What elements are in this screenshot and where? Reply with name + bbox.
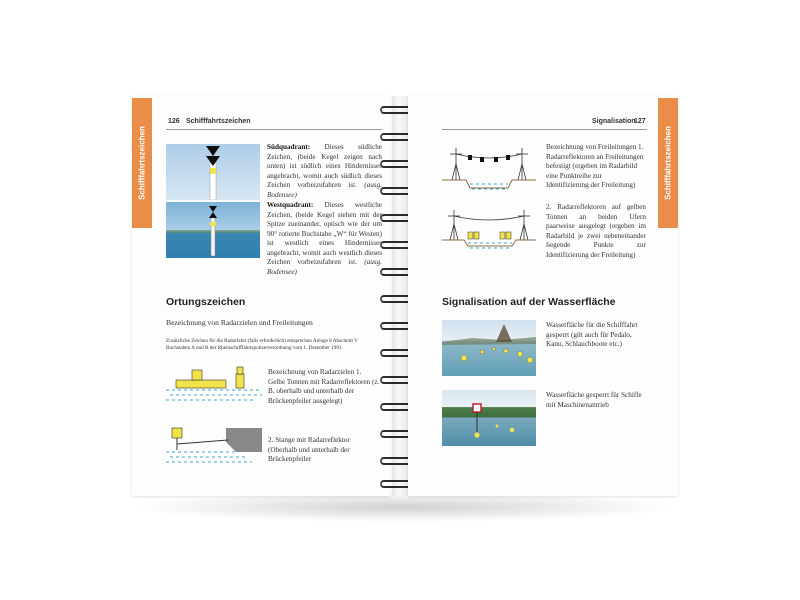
westquadrant-text: Westquadrant: Dieses westliche Zeichen, (beide Kegel stehen mit der Spitze zueinander, optisch wie der um 90° rotierte Buchstabe „W“ für Westen) ist westlich eines Hindernisses angebracht, womit auch westlich dieses Zeichen vorbeizufahren ist. (ausg. Bodensee) <box>267 201 382 276</box>
right-page-number: 127 <box>634 118 646 125</box>
left-page-number: 126 <box>168 118 180 125</box>
radarziele-item-1: Bezeichnung von Radarzielen 1. Gelbe Tonnen mit Radarreflektoren (z. B. oberhalb und unterhalb der Brückenpfeiler ausgelegt) <box>268 368 380 405</box>
sperrung-caption-2: Wasserfläche gesperrt für Schiffe mit Maschinenantrieb <box>546 391 642 409</box>
right-header-rule <box>442 129 647 130</box>
freileitung-reflector-diagram <box>442 144 536 194</box>
south-cardinal-marker-image <box>166 144 260 200</box>
radar-small-print: Zusätzliche Zeichen für die Radarfahrt (falls erforderlich) entsprechen Anlage 8 Abschnitt V Buchstaben A und B der Rheinschifffahrtspolizeiverordnung vom 1. Dezember 1993 <box>166 338 358 351</box>
right-running-head: Signalisation <box>592 118 636 125</box>
signalisation-heading: Signalisation auf der Wasserfläche <box>442 296 616 308</box>
sperrung-photo-1 <box>442 320 536 376</box>
left-running-head: Schifffahrtszeichen <box>186 118 251 125</box>
sperrung-caption-1: Wasserfläche für die Schifffahrt gesperrt (gilt auch für Pedalo, Kanu, Schlauchboote etc.) <box>546 321 638 348</box>
freileitungen-text-2: 2. Radarreflektoren auf gelben Tonnen an beiden Ufern paarweise ausgelegt (ergeben im Radarbild je zwei nebeneinander liegende Punkte zur Identifizierung der Freileitung) <box>546 203 646 259</box>
west-cardinal-marker-image <box>166 202 260 258</box>
suedquadrant-text: Südquadrant: Dieses südliche Zeichen, (beide Kegel zeigen nach unten) ist südlich eines Hindernisses angebracht, womit auch südlich dieses Zeichen vorbeizufahren ist. (ausg. Bodensee) <box>267 143 382 199</box>
right-side-tab: Schifffahrtszeichen <box>658 98 678 228</box>
radar-pole-diagram <box>166 424 262 468</box>
sperrung-photo-2 <box>442 390 536 446</box>
lake-buoy-line-image <box>442 320 536 376</box>
westquadrant-photo <box>166 202 260 258</box>
ortungszeichen-heading: Ortungszeichen <box>166 296 246 308</box>
left-header-rule <box>166 129 382 130</box>
radar-buoy-diagram <box>166 364 262 404</box>
freileitung-buoy-diagram <box>442 206 536 252</box>
lake-motor-prohibition-sign-image <box>442 390 536 446</box>
left-side-tab: Schifffahrtszeichen <box>132 98 152 228</box>
radarziele-item-2: 2. Stange mit Radarreflektor (Oberhalb und unterhalb der Brückenpfeiler <box>268 436 350 463</box>
radarziele-subheading: Bezeichnung von Radarzielen und Freileitungen <box>166 318 313 327</box>
freileitungen-text-1: Bezeichnung von Freileitungen 1. Radarreflektoren an Freileitungen befestigt (ergeben im Radarbild eine Punktreihe zur Identifizierung der Freileitung) <box>546 143 644 189</box>
book-shadow <box>128 492 678 522</box>
suedquadrant-photo <box>166 144 260 200</box>
